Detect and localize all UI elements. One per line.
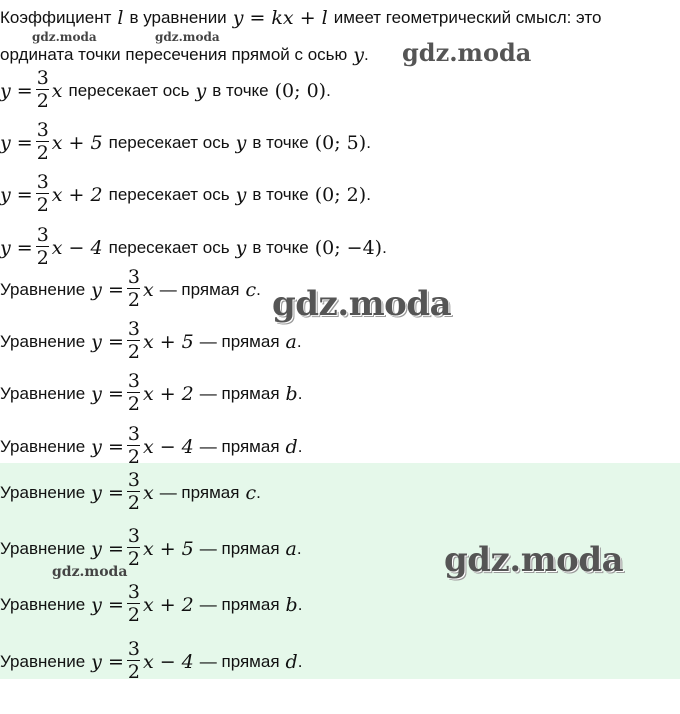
fraction-three-halves	[36, 119, 50, 164]
line-letter: d	[285, 650, 298, 673]
at-point-text: в точке	[252, 132, 309, 152]
fraction-three-halves	[127, 638, 141, 683]
fraction-three-halves	[36, 171, 50, 216]
fraction-denominator: 2	[127, 341, 140, 364]
fraction-denominator: 2	[127, 446, 140, 469]
intro-line-1	[0, 8, 601, 28]
equation-rest: x + 5	[51, 131, 103, 154]
equation-lhs: y =	[91, 537, 124, 560]
intersect-text: пересекает ось	[108, 184, 230, 204]
equation-lhs: y =	[0, 79, 33, 102]
line-period: .	[297, 651, 303, 671]
fraction-denominator: 2	[36, 247, 49, 270]
equation-label: Уравнение	[0, 651, 86, 671]
line-name-text: — прямая	[199, 383, 280, 403]
intro-text-1: Коэффициент	[0, 8, 112, 27]
axis-symbol: y	[235, 183, 247, 206]
fraction-three-halves	[127, 370, 141, 415]
intro-text-3: имеет геометрический смысл: это	[333, 8, 602, 27]
axis-symbol: y	[195, 79, 207, 102]
line-period: .	[296, 538, 302, 558]
line-period: .	[297, 594, 303, 614]
line-letter: a	[285, 330, 297, 353]
point-coordinates: (0; 2)	[314, 183, 367, 206]
axis-symbol: y	[235, 236, 247, 259]
fraction-denominator: 2	[127, 492, 140, 515]
equation-rest: x	[142, 278, 154, 301]
equation-label: Уравнение	[0, 594, 86, 614]
line-letter: c	[245, 278, 257, 301]
line-name-text: — прямая	[199, 331, 280, 351]
fraction-numerator: 3	[127, 423, 140, 445]
answer-line	[0, 526, 302, 571]
line-period: .	[297, 436, 303, 456]
watermark-small-3: gdz.moda	[52, 564, 128, 580]
fraction-three-halves	[127, 581, 141, 626]
at-point-text: в точке	[252, 237, 309, 257]
fraction-numerator: 3	[36, 119, 49, 141]
intersect-text: пересекает ось	[108, 132, 230, 152]
fraction-three-halves	[127, 266, 141, 311]
fraction-denominator: 2	[127, 393, 140, 416]
fraction-denominator: 2	[127, 661, 140, 684]
fraction-numerator: 3	[127, 370, 140, 392]
line-name-text: — прямая	[159, 482, 240, 502]
fraction-denominator: 2	[127, 604, 140, 627]
fraction-denominator: 2	[36, 194, 49, 217]
equations-line	[0, 371, 302, 416]
equation-lhs: y =	[0, 183, 33, 206]
at-point-text: в точке	[212, 80, 269, 100]
fraction-numerator: 3	[36, 171, 49, 193]
intro-text-2: в уравнении	[129, 8, 227, 27]
equation-rest: x	[51, 79, 63, 102]
line-period: .	[366, 184, 371, 204]
line-name-text: — прямая	[199, 538, 280, 558]
equation-rest: x − 4	[142, 435, 194, 458]
watermark-big-1: gdz.moda	[272, 284, 452, 324]
fraction-denominator: 2	[127, 289, 140, 312]
fraction-three-halves	[127, 469, 141, 514]
answer-line	[0, 582, 302, 627]
equation-label: Уравнение	[0, 331, 86, 351]
equation-label: Уравнение	[0, 482, 86, 502]
intro-axis-symbol: y	[353, 44, 365, 66]
equation-rest: x − 4	[51, 236, 103, 259]
axis-symbol: y	[235, 131, 247, 154]
intersect-text: пересекает ось	[108, 237, 230, 257]
fraction-numerator: 3	[127, 525, 140, 547]
equation-lhs: y =	[91, 481, 124, 504]
point-coordinates: (0; 5)	[314, 131, 367, 154]
watermark-small-1: gdz.moda	[32, 30, 97, 44]
line-letter: b	[285, 593, 298, 616]
fraction-numerator: 3	[127, 638, 140, 660]
equation-label: Уравнение	[0, 279, 86, 299]
fraction-three-halves	[36, 67, 50, 112]
equation-rest: x + 2	[51, 183, 103, 206]
equation-rest: x − 4	[142, 650, 194, 673]
line-period: .	[256, 279, 261, 299]
line-period: .	[382, 237, 387, 257]
intersection-line	[0, 172, 371, 217]
point-coordinates: (0; 0)	[274, 79, 327, 102]
fraction-three-halves	[36, 224, 50, 269]
watermark-big-2: gdz.moda	[444, 540, 624, 580]
equation-rest: x + 2	[142, 593, 194, 616]
watermark-inline: gdz.moda	[402, 38, 532, 67]
equation-label: Уравнение	[0, 436, 86, 456]
equation-label: Уравнение	[0, 538, 86, 558]
equation-lhs: y =	[0, 236, 33, 259]
intro-line-2	[0, 45, 369, 65]
answer-line	[0, 639, 302, 684]
fraction-numerator: 3	[127, 266, 140, 288]
line-name-text: — прямая	[199, 436, 280, 456]
fraction-denominator: 2	[127, 548, 140, 571]
line-letter: b	[285, 382, 298, 405]
intro-text-4: ордината точки пересечения прямой с осью	[0, 45, 348, 64]
equation-lhs: y =	[91, 435, 124, 458]
line-name-text: — прямая	[159, 279, 240, 299]
equation-lhs: y =	[91, 593, 124, 616]
equation-rest: x + 2	[142, 382, 194, 405]
equation-lhs: y =	[91, 330, 124, 353]
equations-line	[0, 319, 302, 364]
answer-line	[0, 470, 261, 515]
point-coordinates: (0; −4)	[314, 236, 383, 259]
equation-label: Уравнение	[0, 383, 86, 403]
fraction-numerator: 3	[127, 469, 140, 491]
line-period: .	[366, 132, 371, 152]
line-letter: a	[285, 537, 297, 560]
watermark-small-2: gdz.moda	[155, 30, 220, 44]
fraction-numerator: 3	[127, 318, 140, 340]
at-point-text: в точке	[252, 184, 309, 204]
fraction-numerator: 3	[127, 581, 140, 603]
line-letter: d	[285, 435, 298, 458]
equation-rest: x	[142, 481, 154, 504]
equation-lhs: y =	[0, 131, 33, 154]
equation-lhs: y =	[91, 278, 124, 301]
line-name-text: — прямая	[199, 594, 280, 614]
equation-lhs: y =	[91, 382, 124, 405]
line-letter: c	[245, 481, 257, 504]
line-period: .	[296, 331, 302, 351]
intro-period: .	[364, 45, 369, 64]
intro-equation: y = kx + l	[232, 7, 328, 29]
fraction-three-halves	[127, 423, 141, 468]
line-period: .	[256, 482, 261, 502]
equations-line	[0, 267, 261, 312]
equation-lhs: y =	[91, 650, 124, 673]
equations-line	[0, 424, 302, 469]
fraction-numerator: 3	[36, 67, 49, 89]
intersection-line	[0, 68, 331, 113]
intersect-text: пересекает ось	[68, 80, 190, 100]
fraction-three-halves	[127, 318, 141, 363]
equation-rest: x + 5	[142, 537, 194, 560]
equation-rest: x + 5	[142, 330, 194, 353]
line-period: .	[297, 383, 303, 403]
intro-l-symbol: l	[117, 7, 124, 29]
line-name-text: — прямая	[199, 651, 280, 671]
intersection-line	[0, 120, 371, 165]
intersection-line	[0, 225, 387, 270]
fraction-three-halves	[127, 525, 141, 570]
fraction-denominator: 2	[36, 142, 49, 165]
fraction-denominator: 2	[36, 90, 49, 113]
line-period: .	[326, 80, 331, 100]
fraction-numerator: 3	[36, 224, 49, 246]
